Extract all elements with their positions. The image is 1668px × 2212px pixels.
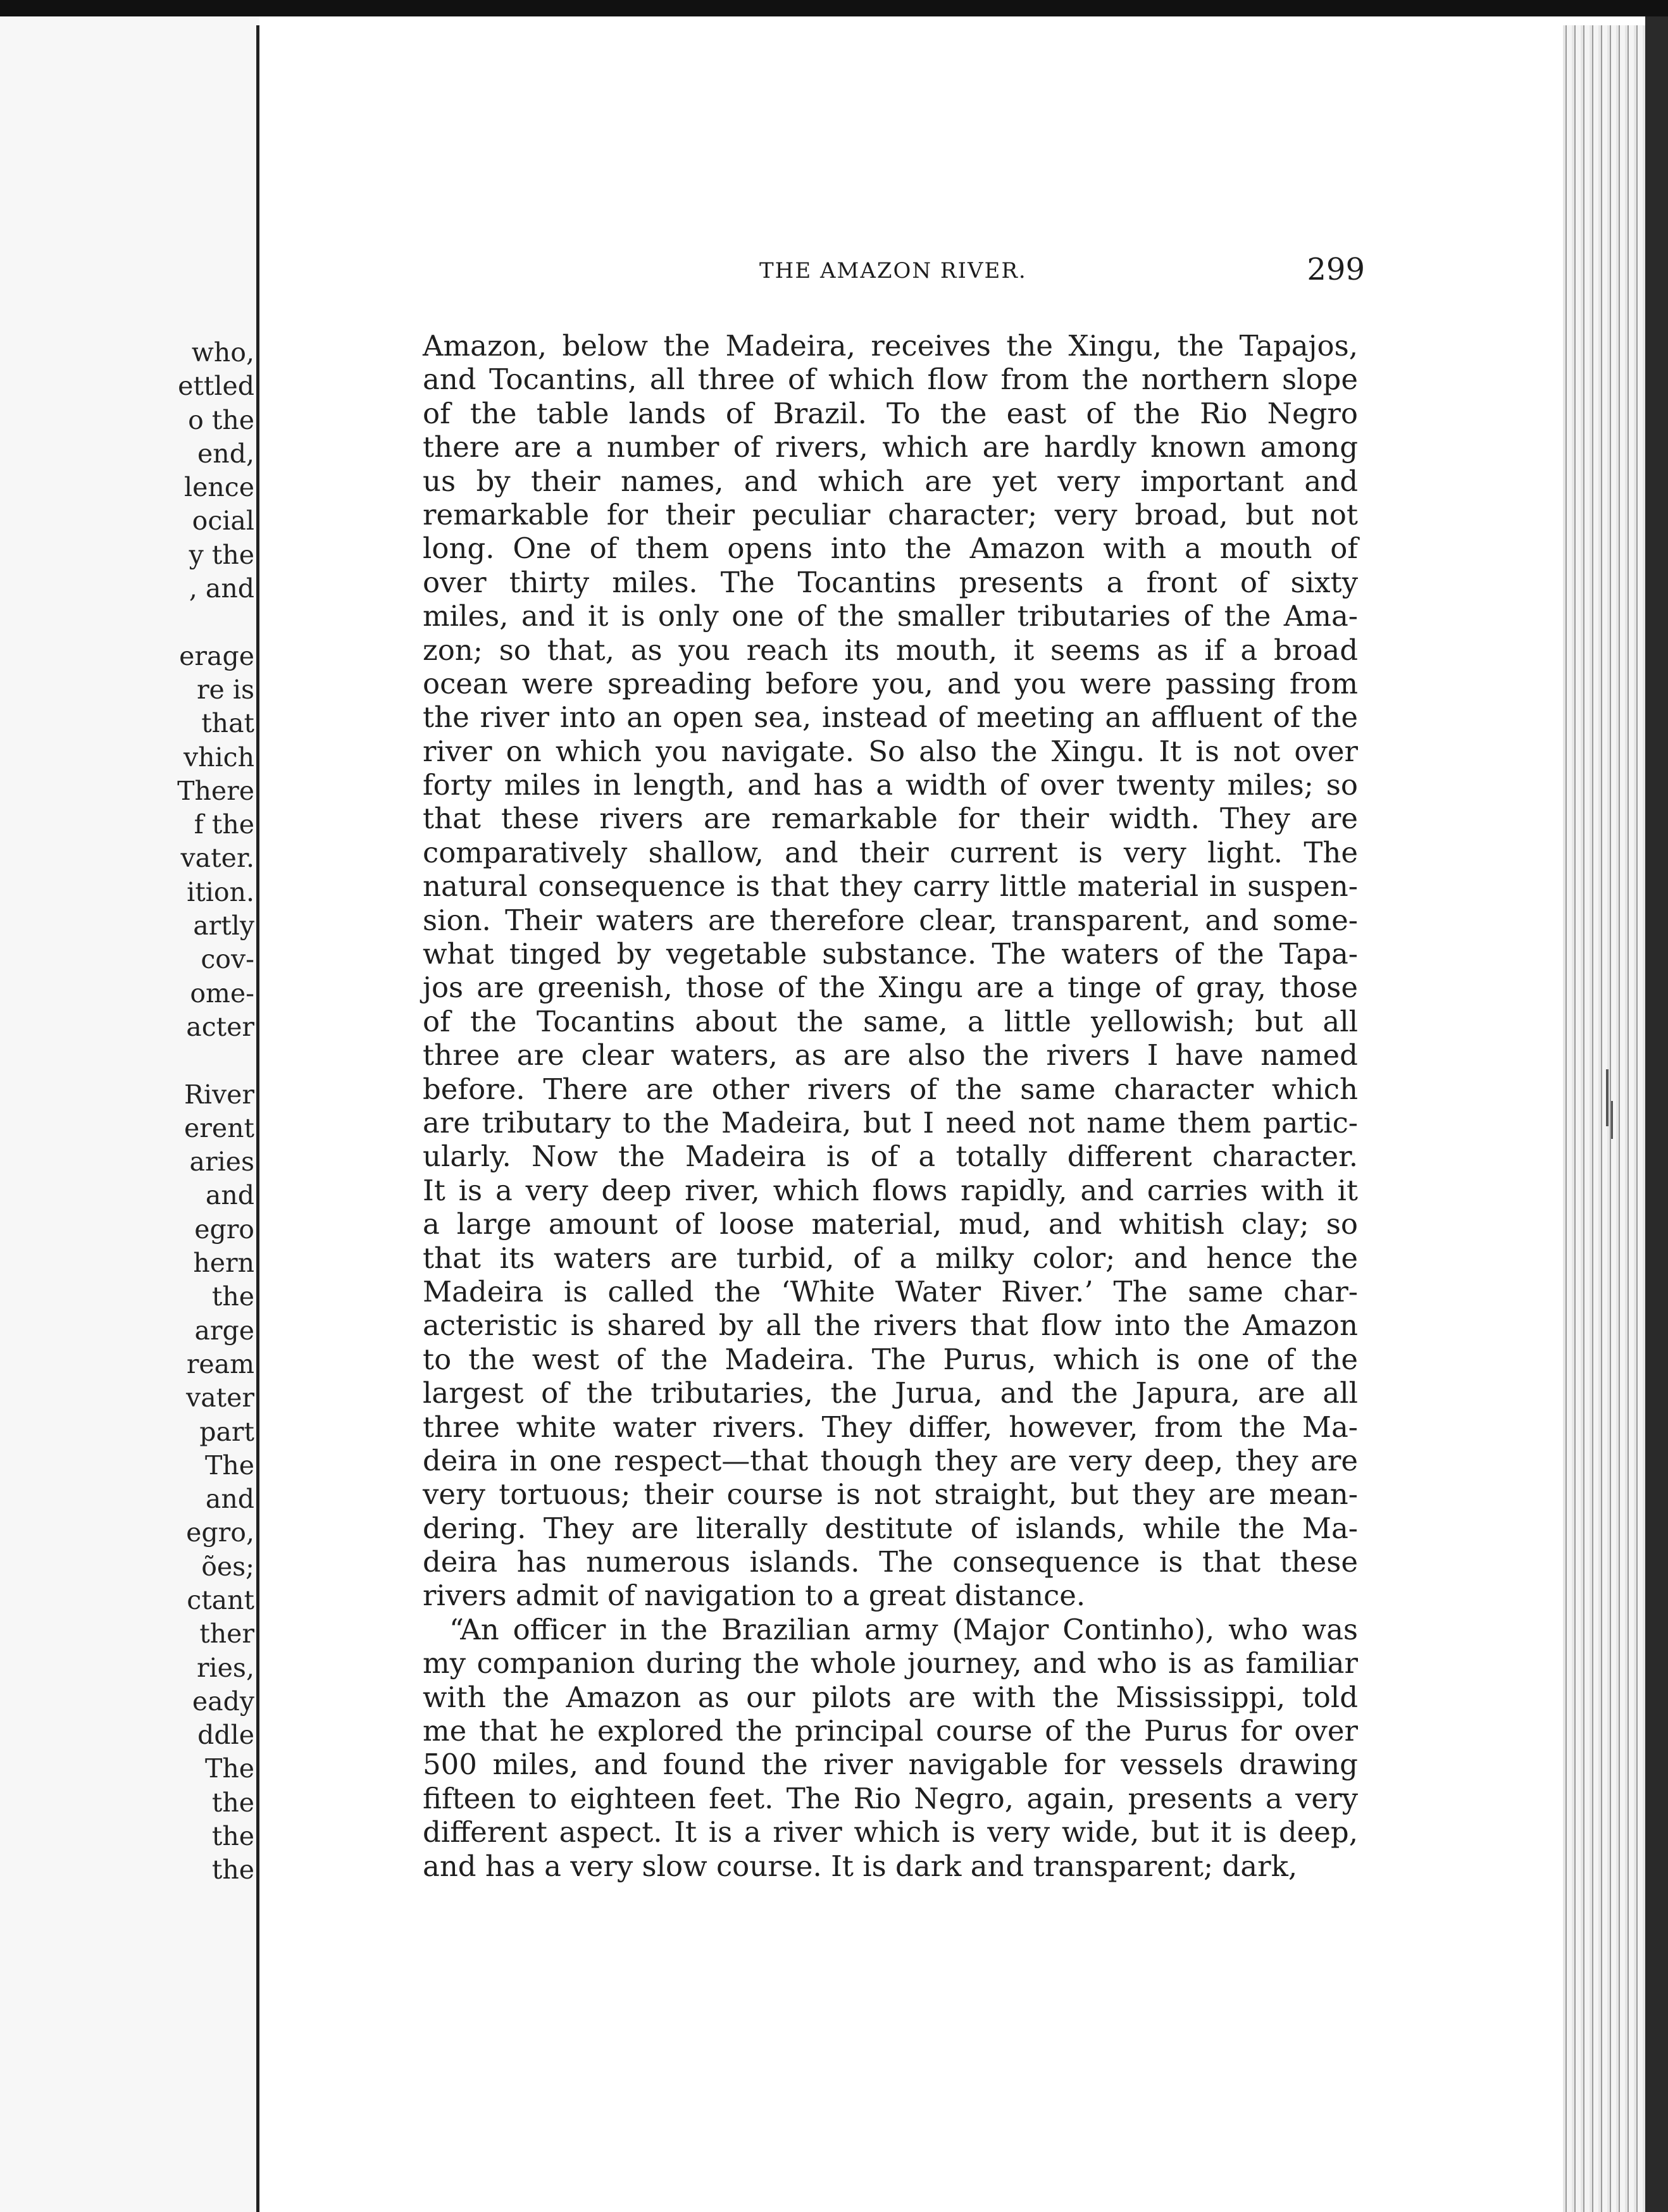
left-text-fragment: ition. (187, 876, 254, 907)
body-line: forty miles in length, and has a width of over twenty miles; so (423, 768, 1358, 802)
left-text-fragment: ettled (178, 371, 254, 402)
left-paragraph-gap (177, 606, 254, 639)
left-text-fragment: eady (192, 1686, 254, 1717)
body-line: there are a number of rivers, which are hardly known among (423, 430, 1358, 464)
body-line: before. There are other rivers of the same character which (423, 1072, 1358, 1106)
left-text-fragment: acter (186, 1011, 254, 1042)
left-text-fragment: cov- (201, 944, 254, 975)
left-text-fragment: ther (199, 1619, 254, 1650)
body-line: Madeira is called the ‘White Water River.’ The same char- (423, 1274, 1358, 1308)
left-text-fragment: There (177, 775, 254, 806)
left-text-fragment: ocial (192, 506, 254, 537)
page-number: 299 (1307, 252, 1365, 287)
left-text-fragment: and (205, 1484, 254, 1515)
body-line: my companion during the whole journey, and who is as familiar (423, 1646, 1358, 1681)
body-line: with the Amazon as our pilots are with the Mississippi, told (423, 1680, 1358, 1714)
body-line: zon; so that, as you reach its mouth, it seems as if a broad (423, 633, 1358, 667)
body-line: 500 miles, and found the river navigable for vessels drawing (423, 1748, 1358, 1782)
body-line: three are clear waters, as are also the rivers I have named (423, 1038, 1358, 1072)
left-text-fragment: artly (193, 910, 254, 941)
left-text-fragment: hern (193, 1248, 254, 1279)
body-line: miles, and it is only one of the smaller tributaries of the Ama- (423, 599, 1358, 633)
body-line: “An officer in the Brazilian army (Major Continho), who was (449, 1612, 1358, 1646)
body-line: natural consequence is that they carry little material in suspen- (423, 869, 1358, 904)
scan-top-border (0, 0, 1668, 16)
left-paragraph-gap (177, 1044, 254, 1078)
left-text-fragment: vater. (180, 843, 254, 874)
left-text-fragment: and (205, 1180, 254, 1211)
left-text-fragment: f the (194, 809, 254, 840)
body-line: very tortuous; their course is not straight, but they are mean- (423, 1477, 1358, 1512)
body-line: deira has numerous islands. The consequence is that these (423, 1545, 1358, 1579)
body-line: river on which you navigate. So also the Xingu. It is not over (423, 734, 1358, 768)
body-line: Amazon, below the Madeira, receives the Xingu, the Tapajos, (423, 329, 1358, 363)
edge-mark (1606, 1069, 1609, 1126)
body-line: are tributary to the Madeira, but I need not name them partic- (423, 1105, 1358, 1140)
left-text-fragment: The (204, 1753, 254, 1784)
body-line: me that he explored the principal course of the Purus for over (423, 1714, 1358, 1748)
body-line: dering. They are literally destitute of islands, while the Ma- (423, 1511, 1358, 1545)
left-text-fragment: who, (191, 337, 254, 368)
left-text-fragment: River (184, 1079, 254, 1110)
left-text-fragment: ctant (187, 1584, 254, 1615)
body-line: ocean were spreading before you, and you were passing from (423, 666, 1358, 700)
body-line: comparatively shallow, and their current is very light. The (423, 835, 1358, 869)
body-line: ularly. Now the Madeira is of a totally different character. (423, 1140, 1358, 1174)
left-text-fragment: ream (186, 1348, 254, 1379)
left-text-fragment: lence (184, 472, 254, 503)
body-line: jos are greenish, those of the Xingu are a tinge of gray, those (423, 971, 1358, 1005)
body-line: acteristic is shared by all the rivers that flow into the Amazon (423, 1308, 1358, 1343)
body-text (423, 329, 1358, 1883)
left-text-fragment: ome- (190, 978, 254, 1009)
body-line: us by their names, and which are yet very important and (423, 464, 1358, 498)
body-line: that its waters are turbid, of a milky color; and hence the (423, 1241, 1358, 1275)
body-line: a large amount of loose material, mud, and whitish clay; so (423, 1207, 1358, 1241)
left-text-fragment: vater (186, 1382, 254, 1414)
left-text-fragment: part (199, 1416, 254, 1447)
left-text-fragment: o the (188, 404, 254, 435)
body-line: remarkable for their peculiar character; very broad, but not (423, 497, 1358, 531)
body-line: the river into an open sea, instead of meeting an affluent of the (423, 700, 1358, 735)
body-line: of the Tocantins about the same, a little yellowish; but all (423, 1004, 1358, 1038)
body-line: of the table lands of Brazil. To the east of the Rio Negro (423, 396, 1358, 430)
left-text-fragment: aries (189, 1146, 254, 1177)
body-line: to the west of the Madeira. The Purus, which is one of the (423, 1342, 1358, 1376)
left-text-fragment: y the (189, 539, 254, 570)
scan-right-border (1645, 16, 1668, 2212)
left-text-fragment: vhich (183, 742, 254, 773)
body-line: and Tocantins, all three of which flow from the northern slope (423, 363, 1358, 397)
left-text-fragment: end, (197, 438, 254, 469)
left-text-fragment: The (204, 1450, 254, 1481)
left-text-fragment: egro, (186, 1517, 254, 1548)
edge-mark (1611, 1101, 1613, 1139)
left-text-fragment: arge (194, 1315, 254, 1346)
left-text-fragment: ries, (196, 1652, 254, 1683)
left-text-fragment: erent (184, 1112, 254, 1143)
left-text-fragment: the (211, 1821, 254, 1852)
body-line: three white water rivers. They differ, however, from the Ma- (423, 1410, 1358, 1444)
body-line: that these rivers are remarkable for their width. They are (423, 802, 1358, 836)
left-page-text-fragments (177, 336, 254, 1887)
body-line: rivers admit of navigation to a great distance. (423, 1579, 1086, 1613)
left-text-fragment: erage (179, 640, 254, 671)
body-line: long. One of them opens into the Amazon with a mouth of (423, 531, 1358, 566)
running-head: THE AMAZON RIVER. (759, 258, 1027, 283)
left-page (0, 16, 259, 2212)
body-line: largest of the tributaries, the Jurua, and the Japura, are all (423, 1376, 1358, 1410)
body-line: and has a very slow course. It is dark and transparent; dark, (423, 1849, 1298, 1883)
body-line: deira in one respect—that though they are very deep, they are (423, 1443, 1358, 1477)
body-line: It is a very deep river, which flows rapidly, and carries with it (423, 1173, 1358, 1207)
left-text-fragment: the (211, 1787, 254, 1818)
left-text-fragment: that (201, 708, 254, 739)
body-line: sion. Their waters are therefore clear, transparent, and some- (423, 903, 1358, 937)
left-text-fragment: the (211, 1281, 254, 1312)
left-text-fragment: egro (194, 1214, 254, 1245)
left-text-fragment: ddle (197, 1720, 254, 1751)
left-text-fragment: the (211, 1855, 254, 1886)
body-line: what tinged by vegetable substance. The waters of the Tapa- (423, 937, 1358, 971)
left-text-fragment: , and (189, 573, 254, 604)
left-text-fragment: re is (196, 674, 254, 705)
body-line: fifteen to eighteen feet. The Rio Negro, again, presents a very (423, 1781, 1358, 1815)
left-text-fragment: ões; (201, 1551, 254, 1582)
body-line: over thirty miles. The Tocantins presents a front of sixty (423, 565, 1358, 599)
body-line: different aspect. It is a river which is very wide, but it is deep, (423, 1815, 1358, 1849)
